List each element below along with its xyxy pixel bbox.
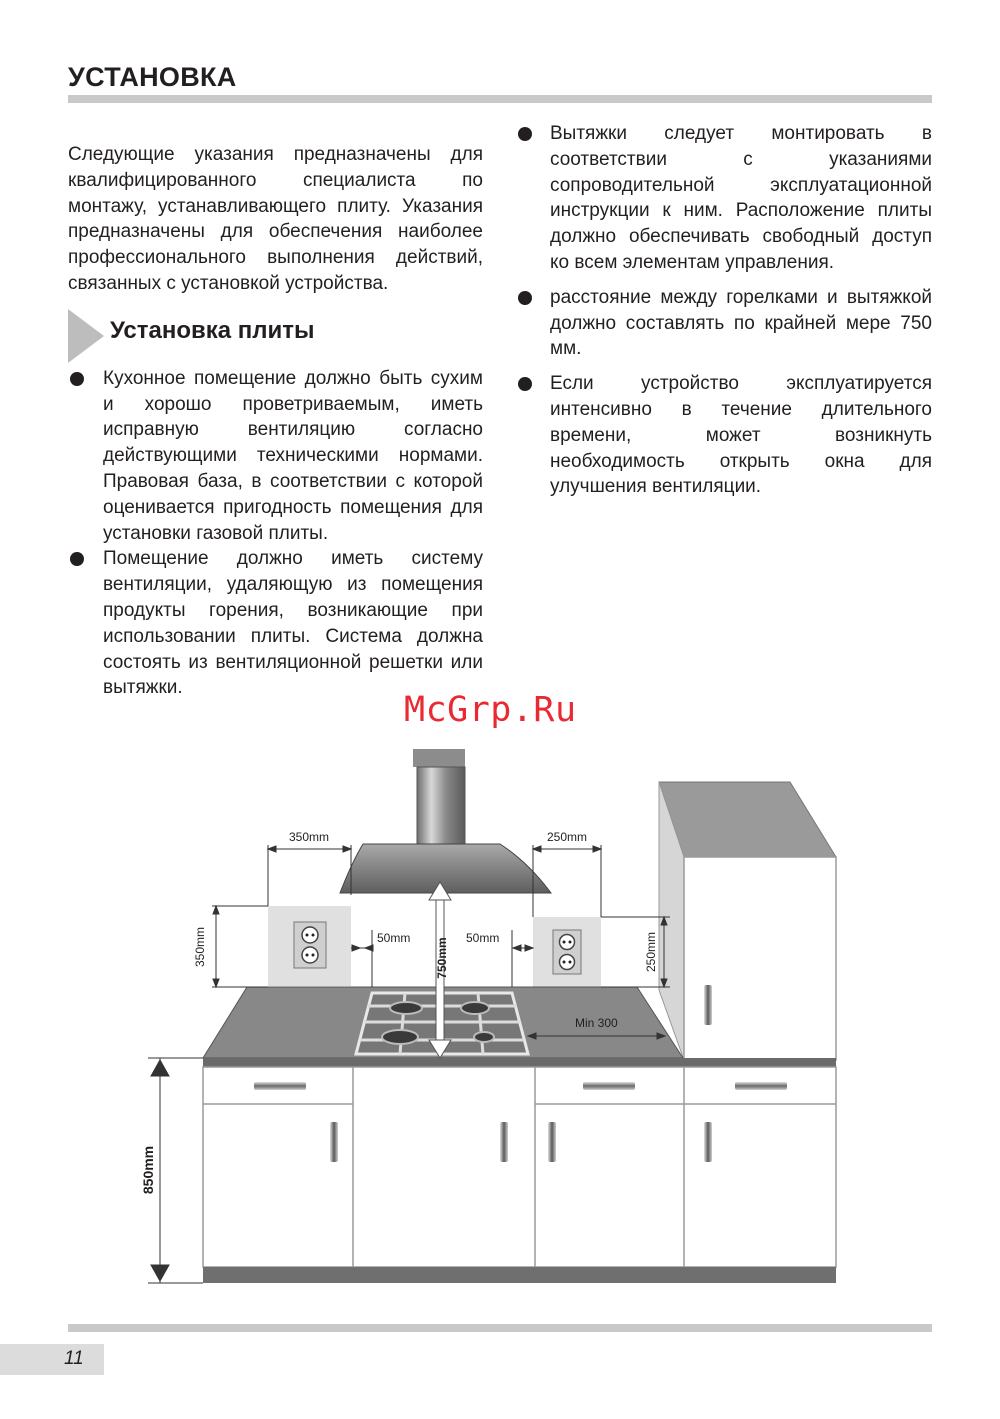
drawer-handle	[583, 1082, 635, 1090]
door-handle	[500, 1122, 508, 1162]
triangle-marker-icon	[68, 309, 104, 363]
bullet-icon	[518, 291, 532, 305]
intro-paragraph: Следующие указания предназначены для квалифицированного специалиста по монтажу, устанавливающего плиту. Указания предназначены для обеспечения наиболее профессионального выполнения действий, связанных с установкой устройства.	[68, 144, 483, 294]
page-number-box	[0, 1344, 104, 1375]
door-handle	[548, 1122, 556, 1162]
list-item-text: Если устройство эксплуатируется интенсивно в течение длительного времени, может возникнуть необходимость открыть окна для улучшения вентиляции.	[550, 373, 932, 498]
bullet-icon	[70, 372, 84, 386]
outlet-left	[268, 906, 351, 986]
bullet-icon	[518, 377, 532, 391]
list-item	[516, 121, 932, 276]
footer-rule	[68, 1324, 932, 1332]
dim-label-hood-height: 750mm	[435, 937, 449, 979]
tall-cabinet	[659, 782, 836, 1060]
outlet-right	[533, 917, 601, 987]
door-handle	[704, 1122, 712, 1162]
drawer-handle	[254, 1082, 306, 1090]
door-handle	[704, 985, 712, 1025]
dim-label-right-height: 250mm	[644, 931, 658, 973]
right-bullet-list	[516, 121, 932, 500]
kitchen-installation-diagram	[130, 742, 850, 1292]
lower-cabinets	[203, 1067, 836, 1283]
list-item-text: Вытяжки следует монтировать в соответствии с указаниями сопроводительной эксплуатационной инструкции к ним. Расположение плиты должно обеспечивать свободный доступ ко всем элементам управления.	[550, 123, 932, 273]
page-title: УСТАНОВКА	[68, 62, 237, 92]
header-rule	[68, 95, 932, 103]
list-item-text: Помещение должно иметь систему вентиляции, удаляющую из помещения продукты горения, возникающие при использовании плиты. Система должна состоять из вентиляционной решетки или вытяжки.	[103, 548, 483, 699]
dim-label-left-height: 350mm	[193, 926, 207, 968]
left-column	[68, 142, 483, 701]
range-hood	[340, 749, 551, 893]
bullet-icon	[70, 552, 84, 566]
watermark: McGrp.Ru	[404, 690, 577, 730]
dim-label-counter-height: 850mm	[140, 1145, 156, 1195]
section-bullet-list	[68, 366, 483, 701]
list-item	[516, 371, 932, 500]
bullet-icon	[518, 127, 532, 141]
list-item-text: расстояние между горелками и вытяжкой должно составлять по крайней мере 750 мм.	[550, 286, 932, 360]
list-item	[68, 366, 483, 547]
drawer-handle	[735, 1082, 787, 1090]
dim-label-left-width: 350mm	[288, 830, 330, 844]
list-item	[516, 285, 932, 362]
dim-label-gap-right: 50mm	[466, 931, 500, 945]
right-column	[516, 121, 932, 509]
section-title: Установка плиты	[110, 316, 315, 344]
door-handle	[330, 1122, 338, 1162]
section-heading	[68, 308, 483, 360]
list-item	[68, 546, 483, 701]
page-number: 11	[64, 1348, 84, 1369]
dim-label-right-width: 250mm	[546, 830, 588, 844]
list-item-text: Кухонное помещение должно быть сухим и хорошо проветриваемым, иметь исправную вентиляцию согласно действующими техническими нормами. Правовая база, в соответствии с которой оценивается пригодность помещения для установки газовой плиты.	[103, 367, 483, 544]
dim-label-gap-left: 50mm	[377, 931, 411, 945]
dim-label-min-side: Min 300	[575, 1016, 618, 1030]
